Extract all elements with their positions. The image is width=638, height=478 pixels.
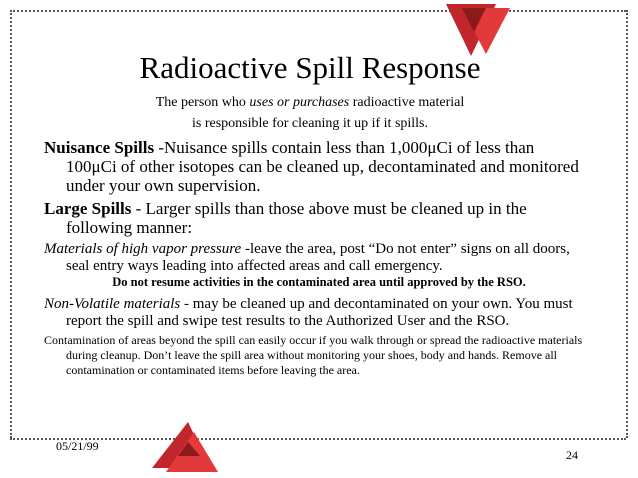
page-number: 24 bbox=[566, 448, 578, 462]
slide-border-top bbox=[10, 10, 626, 12]
contamination-paragraph bbox=[44, 333, 584, 378]
non-volatile-paragraph bbox=[44, 296, 584, 330]
subtitle-text: The person who bbox=[155, 95, 250, 110]
high-vapor-text: -leave the area, post “Do not enter” signs on all doors, seal entry ways leading into affected areas and call emergency. bbox=[66, 241, 570, 274]
nuisance-spills-label: Nuisance Spills bbox=[44, 138, 155, 157]
subtitle-line-1 bbox=[0, 94, 620, 112]
large-spills-paragraph bbox=[44, 199, 584, 237]
slide-date: 05/21/99 bbox=[56, 439, 99, 453]
high-vapor-label: Materials of high vapor pressure bbox=[44, 241, 242, 257]
subtitle-emphasis: uses or purchases bbox=[249, 95, 350, 110]
large-spills-text: - Larger spills than those above must be cleaned up in the following manner: bbox=[66, 199, 527, 237]
slide-border-bottom bbox=[10, 438, 626, 440]
resume-warning: Do not resume activities in the contaminated area until approved by the RSO. bbox=[112, 275, 526, 289]
non-volatile-text: - may be cleaned up and decontaminated on your own. You must report the spill and swipe test results to the Authorized User and the RSO. bbox=[66, 296, 573, 329]
high-vapor-paragraph bbox=[44, 241, 584, 275]
nuisance-spills-paragraph bbox=[44, 138, 584, 195]
contamination-text: Contamination of areas beyond the spill can easily occur if you walk through or spread the radioactive materials during cleanup. Don’t leave the spill area without monitoring your shoes, body and hands. Remove all contamination or contaminated items before leaving the area. bbox=[44, 333, 583, 377]
nuisance-spills-text: -Nuisance spills contain less than 1,000μCi of less than 100μCi of other isotopes can be cleaned up, decontaminated and monitored under your own supervision. bbox=[66, 138, 579, 195]
large-spills-label: Large Spills bbox=[44, 199, 132, 218]
slide-title: Radioactive Spill Response bbox=[139, 50, 481, 85]
bottom-triangles-decoration bbox=[148, 418, 228, 478]
non-volatile-label: Non-Volatile materials bbox=[44, 296, 181, 312]
slide-border-right bbox=[626, 10, 628, 438]
subtitle-line-2: is responsible for cleaning it up if it spills. bbox=[191, 116, 429, 131]
subtitle-text-end: radioactive material bbox=[349, 95, 465, 110]
